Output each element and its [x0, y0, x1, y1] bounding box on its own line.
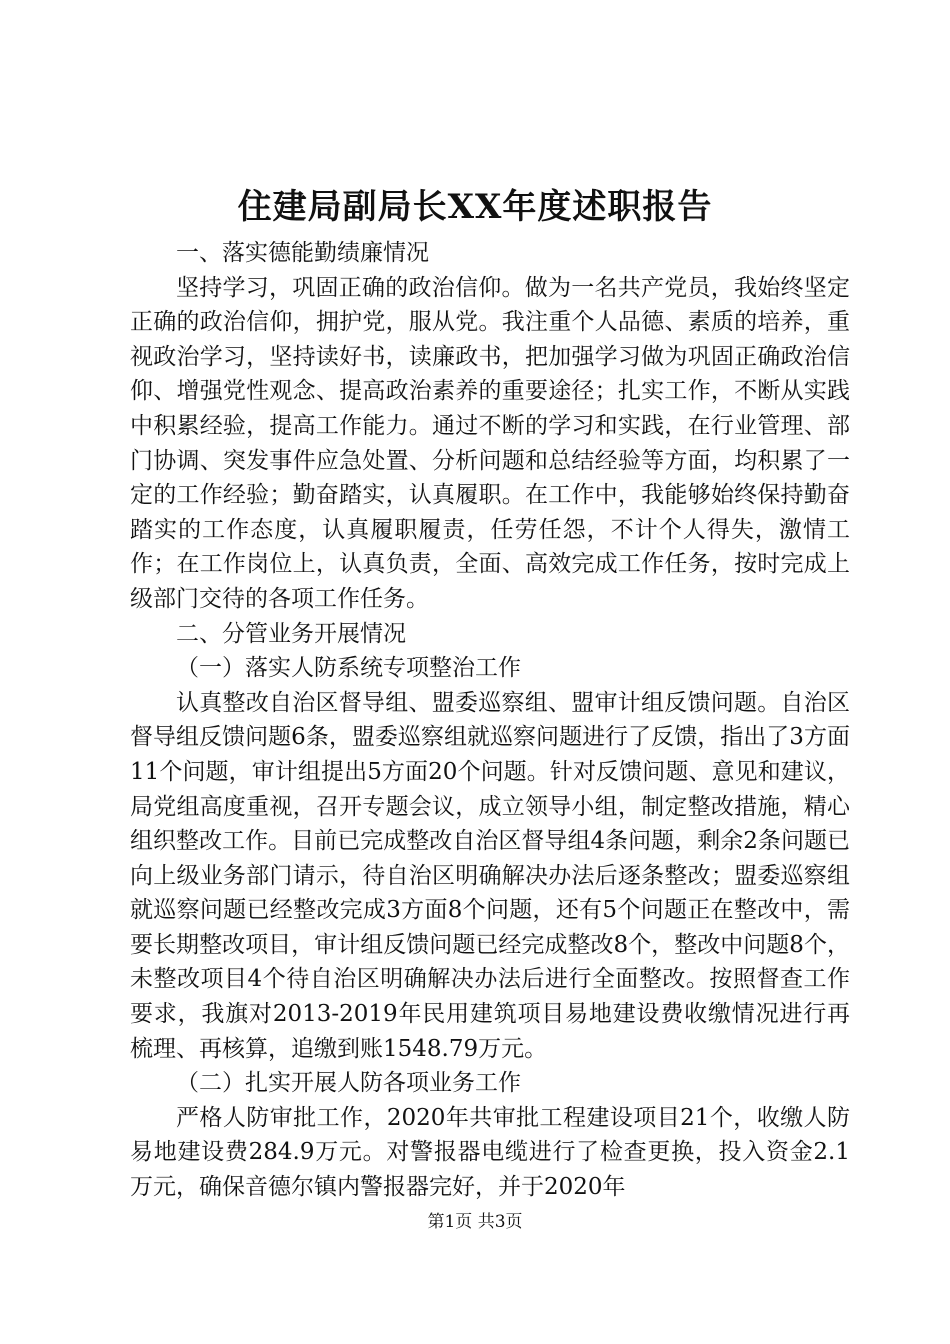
page-footer: 第1页 共3页	[427, 1212, 523, 1232]
document-title: 住建局副局长XX年度述职报告	[237, 187, 713, 227]
section-heading-2: 二、分管业务开展情况	[176, 620, 406, 647]
document-body	[130, 236, 850, 1205]
subsection-heading-2: （二）扎实开展人防各项业务工作	[176, 1070, 521, 1097]
paragraph-study: 坚持学习，巩固正确的政治信仰。做为一名共产党员，我始终坚定正确的政治信仰，拥护党，服从党。我注重个人品德、素质的培养，重视政治学习，坚持读好书，读廉政书，把加强学习做为巩固正确政治信仰、增强党性观念、提高政治素养的重要途径；扎实工作，不断从实践中积累经验，提高工作能力。通过不断的学习和实践，在行业管理、部门协调、突发事件应急处置、分析问题和总结经验等方面，均积累了一定的工作经验；勤奋踏实，认真履职。在工作中，我能够始终保持勤奋踏实的工作态度，认真履职履责，任劳任怨，不计个人得失，激情工作；在工作岗位上，认真负责，全面、高效完成工作任务，按时完成上级部门交待的各项工作任务。	[130, 274, 850, 612]
paragraph-rectification: 认真整改自治区督导组、盟委巡察组、盟审计组反馈问题。自治区督导组反馈问题6条，盟委巡察组就巡察问题进行了反馈，指出了3方面11个问题，审计组提出5方面20个问题。针对反馈问题、意见和建议，局党组高度重视，召开专题会议，成立领导小组，制定整改措施，精心组织整改工作。目前已完成整改自治区督导组4条问题，剩余2条问题已向上级业务部门请示，待自治区明确解决办法后逐条整改；盟委巡察组就巡察问题已经整改完成3方面8个问题，还有5个问题正在整改中，需要长期整改项目，审计组反馈问题已经完成整改8个，整改中问题8个，未整改项目4个待自治区明确解决办法后进行全面整改。按照督查工作要求，我旗对2013-2019年民用建筑项目易地建设费收缴情况进行再梳理、再核算，追缴到账1548.79万元。	[130, 689, 850, 1062]
subsection-heading-1: （一）落实人防系统专项整治工作	[176, 655, 521, 682]
section-heading-1: 一、落实德能勤绩廉情况	[176, 240, 429, 266]
paragraph-approval: 严格人防审批工作，2020年共审批工程建设项目21个，收缴人防易地建设费284.9万元。对警报器电缆进行了检查更换，投入资金2.1万元，确保音德尔镇内警报器完好，并于2020年	[130, 1104, 850, 1201]
